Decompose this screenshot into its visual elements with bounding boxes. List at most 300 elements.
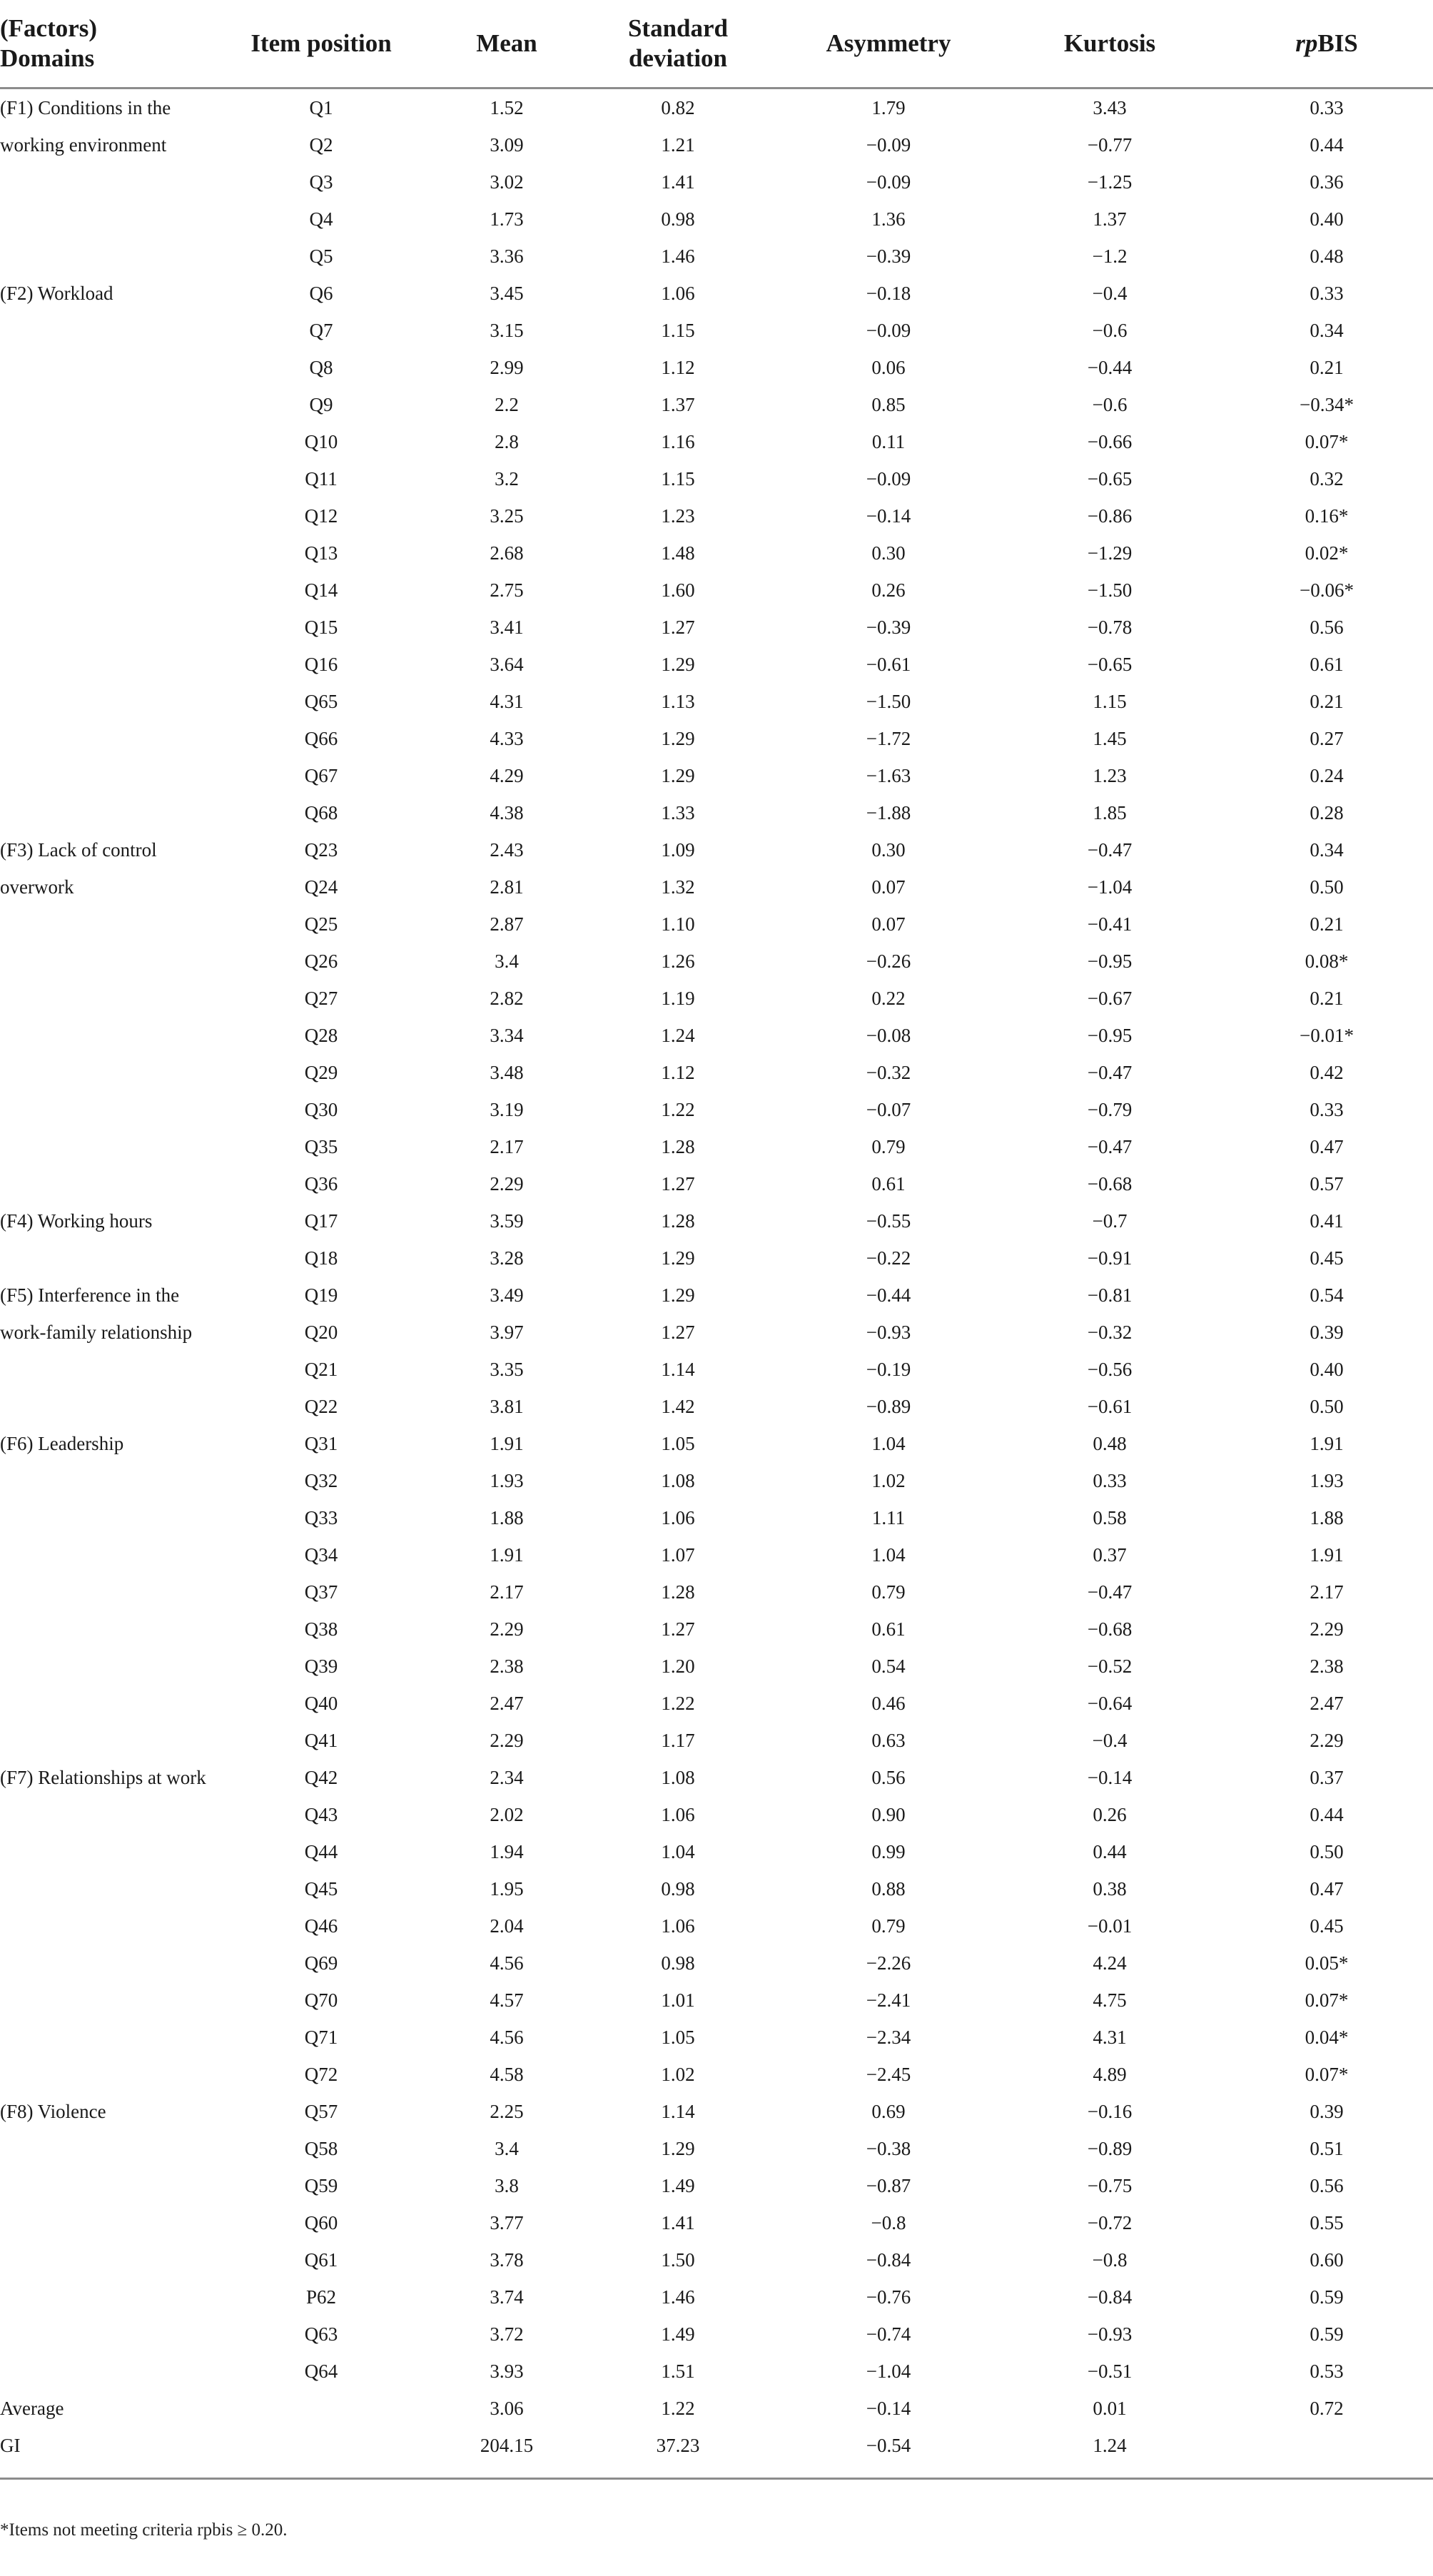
table-row [0,572,1433,609]
cell-rpbis: 0.44 [1310,134,1344,156]
cell-asymmetry: 0.88 [871,1878,906,1900]
table-row [0,1573,1433,1611]
cell-kurtosis: −0.66 [1087,431,1133,452]
cell-rpbis: 0.45 [1310,1247,1344,1269]
table-row [0,609,1433,646]
cell-domain [0,757,207,794]
cell-domain [0,906,207,943]
cell-item-position: Q64 [304,2361,338,2382]
table-row [0,1759,1433,1796]
cell-item-position: Q17 [304,1210,338,1232]
cell-domain [0,201,207,238]
cell-standard-deviation: 1.04 [661,1841,695,1862]
table-row [0,2390,1433,2427]
table-row [0,2130,1433,2167]
cell-domain [0,497,207,534]
cell-rpbis: 0.44 [1310,1804,1344,1825]
cell-mean: 2.34 [490,1767,524,1788]
cell-mean: 2.75 [490,579,524,601]
cell-kurtosis: 1.15 [1093,691,1127,712]
cell-item-position: Q46 [304,1915,338,1937]
cell-asymmetry: 0.26 [871,579,906,601]
cell-mean: 1.52 [490,97,524,118]
cell-domain [0,386,207,423]
cell-rpbis: 0.24 [1310,765,1344,786]
cell-rpbis: 0.04* [1305,2027,1349,2048]
cell-standard-deviation: 0.82 [661,97,695,118]
cell-asymmetry: −0.19 [866,1359,911,1380]
cell-kurtosis: −0.67 [1087,988,1133,1009]
cell-kurtosis: −0.65 [1087,468,1133,490]
cell-mean: 1.91 [490,1433,524,1454]
cell-kurtosis: −0.01 [1087,1915,1133,1937]
cell-mean: 3.93 [490,2361,524,2382]
cell-item-position: Q34 [304,1544,338,1566]
cell-asymmetry: 0.79 [871,1136,906,1157]
cell-rpbis: 0.40 [1310,208,1344,230]
cell-asymmetry: −0.14 [866,505,911,527]
cell-mean: 3.41 [490,617,524,638]
cell-rpbis: 0.50 [1310,1396,1344,1417]
cell-domain [0,1536,207,1573]
cell-kurtosis: −0.47 [1087,1062,1133,1083]
cell-domain [0,423,207,460]
cell-kurtosis: −0.79 [1087,1099,1133,1120]
cell-item-position: Q21 [304,1359,338,1380]
cell-standard-deviation: 1.13 [661,691,695,712]
cell-item-position: Q60 [304,2212,338,2233]
cell-item-position: Q10 [304,431,338,452]
table-row [0,1907,1433,1944]
cell-item-position: Q1 [309,97,333,118]
header-item-position: Item position [207,0,435,88]
cell-standard-deviation: 1.29 [661,765,695,786]
cell-domain [0,1573,207,1611]
cell-asymmetry: −2.26 [866,1952,911,1974]
cell-kurtosis: 4.75 [1093,1989,1127,2011]
cell-domain [0,238,207,275]
cell-mean: 2.17 [490,1136,524,1157]
cell-domain [0,1165,207,1202]
cell-kurtosis: −1.2 [1092,245,1128,267]
cell-rpbis: 0.21 [1310,691,1344,712]
cell-asymmetry: 0.69 [871,2101,906,2122]
cell-item-position: Q19 [304,1284,338,1306]
cell-asymmetry: −0.87 [866,2175,911,2196]
cell-kurtosis: −1.50 [1087,579,1133,601]
cell-rpbis: 2.29 [1310,1730,1344,1751]
table-row [0,2204,1433,2241]
cell-standard-deviation: 1.08 [661,1767,695,1788]
cell-kurtosis: 0.44 [1093,1841,1127,1862]
cell-item-position: Q26 [304,950,338,972]
cell-rpbis: 0.56 [1310,617,1344,638]
cell-rpbis: 0.39 [1310,2101,1344,2122]
cell-rpbis: 0.61 [1310,654,1344,675]
cell-asymmetry: −2.41 [866,1989,911,2011]
cell-standard-deviation: 1.41 [661,171,695,193]
cell-standard-deviation: 1.14 [661,1359,695,1380]
cell-standard-deviation: 1.15 [661,320,695,341]
cell-standard-deviation: 1.29 [661,728,695,749]
cell-mean: 3.25 [490,505,524,527]
cell-standard-deviation: 1.49 [661,2323,695,2345]
cell-item-position: Q24 [304,876,338,898]
cell-domain [0,1017,207,1054]
cell-item-position: Q43 [304,1804,338,1825]
cell-rpbis: 0.47 [1310,1878,1344,1900]
cell-mean: 2.2 [495,394,519,415]
cell-mean: 3.34 [490,1025,524,1046]
cell-kurtosis: −1.29 [1087,542,1133,564]
cell-mean: 3.45 [490,283,524,304]
cell-item-position: Q44 [304,1841,338,1862]
cell-domain [0,460,207,497]
cell-asymmetry: 0.99 [871,1841,906,1862]
cell-rpbis: 0.21 [1310,913,1344,935]
cell-asymmetry: 1.04 [871,1544,906,1566]
cell-domain [0,1611,207,1648]
cell-kurtosis: 1.45 [1093,728,1127,749]
table-row [0,1944,1433,1982]
cell-standard-deviation: 1.19 [661,988,695,1009]
cell-kurtosis: −0.6 [1092,394,1128,415]
cell-kurtosis: −0.64 [1087,1693,1133,1714]
cell-kurtosis: −0.47 [1087,1581,1133,1603]
cell-standard-deviation: 1.29 [661,1247,695,1269]
cell-rpbis: 0.16* [1305,505,1349,527]
cell-kurtosis: 1.24 [1093,2435,1127,2456]
cell-standard-deviation: 1.15 [661,468,695,490]
cell-rpbis: 0.60 [1310,2249,1344,2271]
cell-item-position [207,2390,435,2427]
table-bottom-rule [0,2478,1433,2480]
table-row [0,460,1433,497]
cell-domain [0,720,207,757]
cell-item-position: Q67 [304,765,338,786]
table-row [0,2019,1433,2056]
cell-domain [0,1648,207,1685]
cell-domain [0,312,207,349]
cell-kurtosis: −0.47 [1087,839,1133,861]
cell-rpbis: 0.36 [1310,171,1344,193]
cell-rpbis: 0.34 [1310,839,1344,861]
cell-domain: (F6) Leadership [0,1433,124,1454]
cell-domain [0,1091,207,1128]
cell-kurtosis: 0.58 [1093,1507,1127,1528]
cell-kurtosis: 3.43 [1093,97,1127,118]
table-row [0,1425,1433,1462]
table-row [0,275,1433,312]
cell-mean: 2.25 [490,2101,524,2122]
cell-kurtosis: −0.47 [1087,1136,1133,1157]
cell-rpbis: 0.07* [1305,1989,1349,2011]
cell-mean: 2.99 [490,357,524,378]
table-row [0,88,1433,127]
cell-kurtosis: 0.48 [1093,1433,1127,1454]
cell-kurtosis: 4.31 [1093,2027,1127,2048]
cell-item-position: Q71 [304,2027,338,2048]
cell-item-position: Q27 [304,988,338,1009]
cell-rpbis: 0.07* [1305,2064,1349,2085]
cell-mean: 2.68 [490,542,524,564]
cell-asymmetry: −0.09 [866,320,911,341]
cell-standard-deviation: 1.07 [661,1544,695,1566]
cell-asymmetry: 0.11 [871,431,906,452]
cell-mean: 3.06 [490,2398,524,2419]
header-domains-line2: Domains [0,44,95,72]
table-row [0,1796,1433,1833]
table-row [0,1722,1433,1759]
table-row [0,126,1433,163]
cell-standard-deviation: 1.29 [661,654,695,675]
cell-mean: 4.56 [490,2027,524,2048]
cell-item-position: Q32 [304,1470,338,1491]
cell-item-position: Q9 [309,394,333,415]
cell-domain: Average [0,2398,64,2419]
cell-mean: 2.02 [490,1804,524,1825]
cell-domain [0,1128,207,1165]
cell-mean: 2.29 [490,1173,524,1195]
cell-item-position: Q20 [304,1322,338,1343]
cell-asymmetry: 1.02 [871,1470,906,1491]
table-row [0,312,1433,349]
cell-standard-deviation: 0.98 [661,1878,695,1900]
cell-item-position: Q25 [304,913,338,935]
header-rpbis [1220,0,1433,88]
cell-kurtosis: −0.75 [1087,2175,1133,2196]
cell-domain: (F1) Conditions in the working environment [0,97,171,156]
cell-kurtosis: −0.14 [1087,1767,1133,1788]
cell-mean: 1.93 [490,1470,524,1491]
cell-mean: 2.87 [490,913,524,935]
cell-kurtosis: 0.38 [1093,1878,1127,1900]
cell-kurtosis: −0.61 [1087,1396,1133,1417]
cell-rpbis: 0.08* [1305,950,1349,972]
cell-standard-deviation: 1.12 [661,1062,695,1083]
cell-mean: 2.47 [490,1693,524,1714]
cell-domain [0,609,207,646]
cell-rpbis: 2.38 [1310,1655,1344,1677]
cell-standard-deviation: 1.27 [661,1322,695,1343]
table-row [0,1648,1433,1685]
table-row [0,1351,1433,1388]
cell-item-position: Q5 [309,245,333,267]
cell-mean: 1.91 [490,1544,524,1566]
cell-rpbis [1220,2427,1433,2464]
table-row [0,1536,1433,1573]
cell-standard-deviation: 1.08 [661,1470,695,1491]
cell-domain [0,1462,207,1499]
cell-rpbis: 0.39 [1310,1322,1344,1343]
cell-rpbis: 1.91 [1310,1544,1344,1566]
cell-rpbis: 0.21 [1310,357,1344,378]
table-row [0,868,1433,906]
table-body [0,88,1433,2465]
cell-standard-deviation: 1.22 [661,1099,695,1120]
cell-domain [0,646,207,683]
cell-standard-deviation: 1.06 [661,1804,695,1825]
cell-domain [0,2019,207,2056]
cell-standard-deviation: 0.98 [661,208,695,230]
cell-item-position: Q16 [304,654,338,675]
cell-kurtosis: −0.93 [1087,2323,1133,2345]
cell-standard-deviation: 1.48 [661,542,695,564]
cell-domain [0,2278,207,2316]
cell-mean: 2.43 [490,839,524,861]
header-asymmetry: Asymmetry [778,0,999,88]
cell-asymmetry: 0.63 [871,1730,906,1751]
cell-asymmetry: 0.07 [871,913,906,935]
cell-standard-deviation: 1.27 [661,1173,695,1195]
cell-asymmetry: 0.56 [871,1767,906,1788]
cell-rpbis: 1.93 [1310,1470,1344,1491]
cell-mean: 3.2 [495,468,519,490]
cell-standard-deviation: 1.37 [661,394,695,415]
cell-domain: (F7) Relationships at work [0,1767,206,1788]
table-row [0,1982,1433,2019]
cell-standard-deviation: 1.01 [661,1989,695,2011]
cell-standard-deviation: 1.32 [661,876,695,898]
cell-kurtosis: 0.33 [1093,1470,1127,1491]
cell-item-position: Q33 [304,1507,338,1528]
cell-kurtosis: −0.78 [1087,617,1133,638]
cell-asymmetry: −1.04 [866,2361,911,2382]
cell-asymmetry: 0.30 [871,839,906,861]
cell-asymmetry: 0.79 [871,1915,906,1937]
cell-kurtosis: −0.8 [1092,2249,1128,2271]
cell-item-position: Q3 [309,171,333,193]
cell-domain [0,1239,207,1277]
cell-asymmetry: −0.55 [866,1210,911,1232]
cell-standard-deviation: 1.06 [661,1507,695,1528]
table-row [0,1499,1433,1536]
cell-standard-deviation: 1.28 [661,1210,695,1232]
cell-asymmetry: −0.09 [866,171,911,193]
cell-asymmetry: −0.76 [866,2286,911,2308]
cell-domain [0,2056,207,2093]
cell-asymmetry: −2.45 [866,2064,911,2085]
cell-mean: 3.36 [490,245,524,267]
table-row [0,1239,1433,1277]
cell-asymmetry: 0.90 [871,1804,906,1825]
header-domains [0,0,207,88]
cell-item-position [207,2427,435,2464]
cell-standard-deviation: 1.22 [661,1693,695,1714]
cell-standard-deviation: 1.28 [661,1581,695,1603]
table-row [0,2093,1433,2130]
cell-kurtosis: −0.56 [1087,1359,1133,1380]
cell-domain [0,2316,207,2353]
cell-standard-deviation: 1.29 [661,2138,695,2159]
table-row [0,1870,1433,1907]
cell-rpbis: 2.17 [1310,1581,1344,1603]
cell-kurtosis: 0.26 [1093,1804,1127,1825]
cell-rpbis: 0.28 [1310,802,1344,823]
cell-standard-deviation: 1.26 [661,950,695,972]
table-row [0,2056,1433,2093]
table-row [0,1388,1433,1425]
cell-standard-deviation: 1.24 [661,1025,695,1046]
cell-rpbis: 0.33 [1310,97,1344,118]
cell-domain [0,943,207,980]
table-row [0,980,1433,1017]
cell-kurtosis: −0.68 [1087,1173,1133,1195]
cell-asymmetry: −0.39 [866,245,911,267]
cell-item-position: Q41 [304,1730,338,1751]
cell-asymmetry: −0.44 [866,1284,911,1306]
cell-domain [0,1870,207,1907]
cell-kurtosis: −0.86 [1087,505,1133,527]
cell-rpbis: 0.55 [1310,2212,1344,2233]
cell-kurtosis: −0.84 [1087,2286,1133,2308]
cell-asymmetry: −0.61 [866,654,911,675]
cell-item-position: Q12 [304,505,338,527]
cell-mean: 3.35 [490,1359,524,1380]
table-row [0,2316,1433,2353]
cell-asymmetry: −1.63 [866,765,911,786]
cell-standard-deviation: 1.23 [661,505,695,527]
cell-standard-deviation: 1.29 [661,1284,695,1306]
cell-mean: 2.29 [490,1730,524,1751]
cell-rpbis: 2.47 [1310,1693,1344,1714]
table-row [0,497,1433,534]
table-row [0,831,1433,868]
cell-kurtosis: −0.89 [1087,2138,1133,2159]
cell-mean: 1.88 [490,1507,524,1528]
cell-rpbis: 0.56 [1310,2175,1344,2196]
cell-mean: 3.81 [490,1396,524,1417]
cell-mean: 3.02 [490,171,524,193]
table-row [0,1128,1433,1165]
cell-item-position: Q42 [304,1767,338,1788]
header-rpbis-italic: rp [1295,29,1318,57]
header-mean: Mean [435,0,578,88]
table-row [0,238,1433,275]
cell-rpbis: 0.27 [1310,728,1344,749]
table-row [0,1165,1433,1202]
cell-domain [0,2353,207,2390]
cell-kurtosis: 0.01 [1093,2398,1127,2419]
cell-domain [0,2241,207,2278]
cell-item-position: Q58 [304,2138,338,2159]
cell-standard-deviation: 1.28 [661,1136,695,1157]
cell-standard-deviation: 1.06 [661,283,695,304]
cell-kurtosis: −0.6 [1092,320,1128,341]
cell-rpbis: 0.48 [1310,245,1344,267]
cell-domain [0,794,207,831]
cell-standard-deviation: 1.60 [661,579,695,601]
cell-mean: 3.78 [490,2249,524,2271]
cell-rpbis: 0.51 [1310,2138,1344,2159]
cell-asymmetry: −1.88 [866,802,911,823]
table-row [0,386,1433,423]
cell-asymmetry: 0.30 [871,542,906,564]
cell-domain: (F3) Lack of control overwork [0,839,157,898]
cell-standard-deviation: 1.33 [661,802,695,823]
cell-item-position: Q40 [304,1693,338,1714]
cell-asymmetry: 1.04 [871,1433,906,1454]
cell-mean: 2.17 [490,1581,524,1603]
header-row [0,0,1433,88]
table-row [0,2427,1433,2464]
table-row [0,201,1433,238]
cell-kurtosis: −0.44 [1087,357,1133,378]
cell-asymmetry: −0.09 [866,134,911,156]
cell-mean: 3.64 [490,654,524,675]
table-row [0,2353,1433,2390]
cell-rpbis: −0.34* [1300,394,1354,415]
